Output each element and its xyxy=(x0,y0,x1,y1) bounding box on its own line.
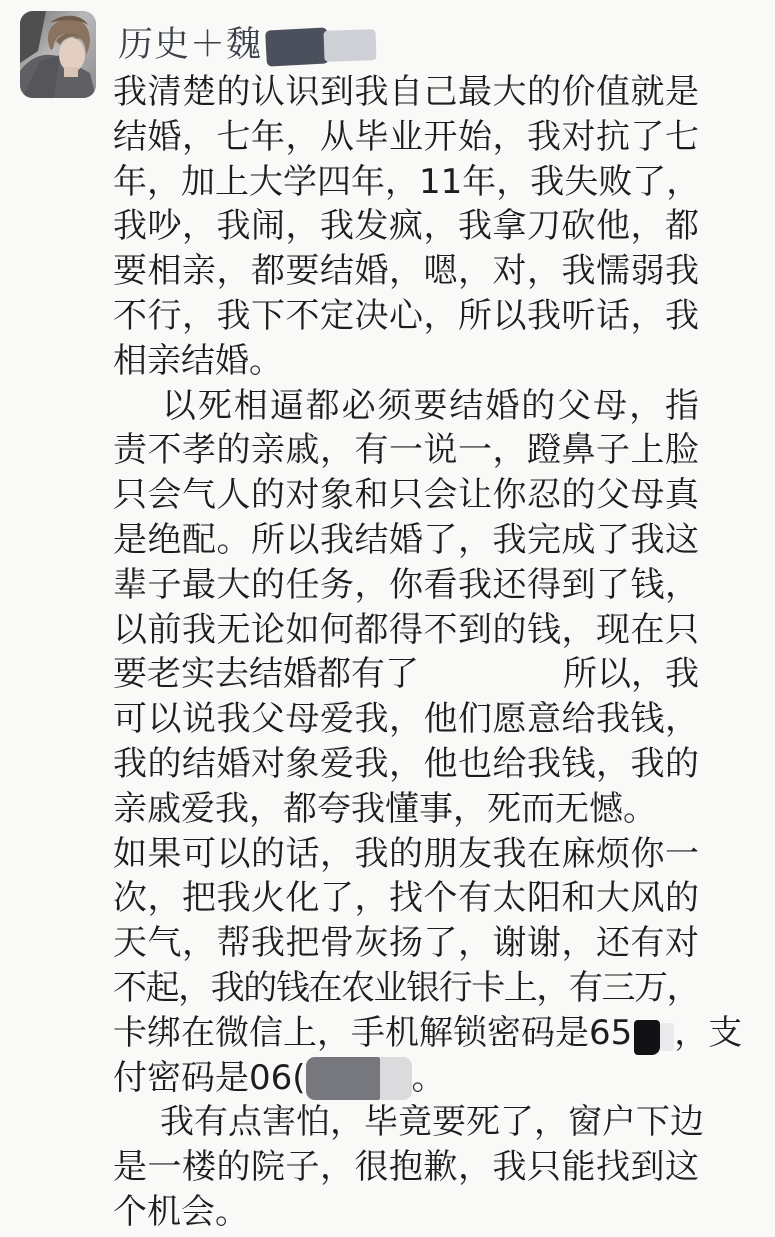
username-redaction-light xyxy=(323,29,376,62)
text-line: 可以说我父母爱我，他们愿意给我钱， xyxy=(113,699,699,740)
text-line: 天气，帮我把骨灰扬了，谢谢，还有对 xyxy=(113,923,699,964)
text-line: 以前我无论如何都得不到的钱，现在只 xyxy=(113,609,699,650)
username[interactable]: 历史＋魏 xyxy=(118,25,263,65)
text-segment: 卡绑在微信上，手机解锁密码是65 xyxy=(113,1012,633,1053)
text-line xyxy=(113,1011,743,1056)
user-avatar[interactable] xyxy=(20,11,96,98)
text-line: 相亲结婚。 xyxy=(113,340,283,381)
text-line: 次，把我火化了，找个有太阳和大风的 xyxy=(113,878,699,919)
text-line: 责不孝的亲戚，有一说一，蹬鼻子上脸 xyxy=(113,430,699,471)
text-segment: 付密码是06( xyxy=(113,1057,306,1098)
redaction-smear xyxy=(380,1057,412,1100)
text-line xyxy=(113,652,699,697)
post-header xyxy=(118,20,376,64)
text-line: 是绝配。所以我结婚了，我完成了我这 xyxy=(113,519,699,560)
text-line: 不起，我的钱在农业银行卡上，有三万， xyxy=(113,967,699,1008)
redaction-smear xyxy=(660,1023,674,1051)
text-segment: 所以，我 xyxy=(563,654,699,695)
text-line: 我有点害怕，毕竟要死了，窗户下边 xyxy=(160,1102,704,1143)
text-line: 要相亲，都要结婚，嗯，对，我懦弱我 xyxy=(113,251,699,292)
text-line: 我的结婚对象爱我，他也给我钱，我的 xyxy=(113,743,699,784)
text-segment: ，支 xyxy=(674,1012,743,1053)
text-line: 以死相逼都必须要结婚的父母，指 xyxy=(160,385,699,426)
text-line: 是一楼的院子，很抱歉，我只能找到这 xyxy=(113,1147,699,1188)
text-line: 辈子最大的任务，你看我还得到了钱， xyxy=(113,564,699,605)
text-line: 不行，我下不定决心，所以我听话，我 xyxy=(113,295,699,336)
text-line: 亲戚爱我，都夸我懂事，死而无憾。 xyxy=(113,788,657,829)
redacted-phone-password xyxy=(634,1020,660,1055)
text-line: 年，加上大学四年，11年，我失败了， xyxy=(113,161,701,202)
text-line: 我清楚的认识到我自己最大的价值就是 xyxy=(113,72,699,112)
username-redaction-dark xyxy=(265,27,329,66)
text-line: 只会气人的对象和只会让你忍的父母真 xyxy=(113,475,699,516)
text-line: 个机会。 xyxy=(113,1191,249,1232)
redacted-payment-password xyxy=(306,1057,380,1100)
text-line: 如果可以的话，我的朋友我在麻烦你一 xyxy=(113,833,699,874)
text-line: 我吵，我闹，我发疯，我拿刀砍他，都 xyxy=(113,206,699,247)
text-line: 结婚，七年，从毕业开始，我对抗了七 xyxy=(113,116,699,157)
avatar-photo xyxy=(20,11,96,98)
post-body xyxy=(113,70,743,1235)
text-segment: 要老实去结婚都有了 xyxy=(113,654,419,695)
text-line xyxy=(113,1056,699,1101)
text-segment: 。 xyxy=(411,1057,446,1098)
